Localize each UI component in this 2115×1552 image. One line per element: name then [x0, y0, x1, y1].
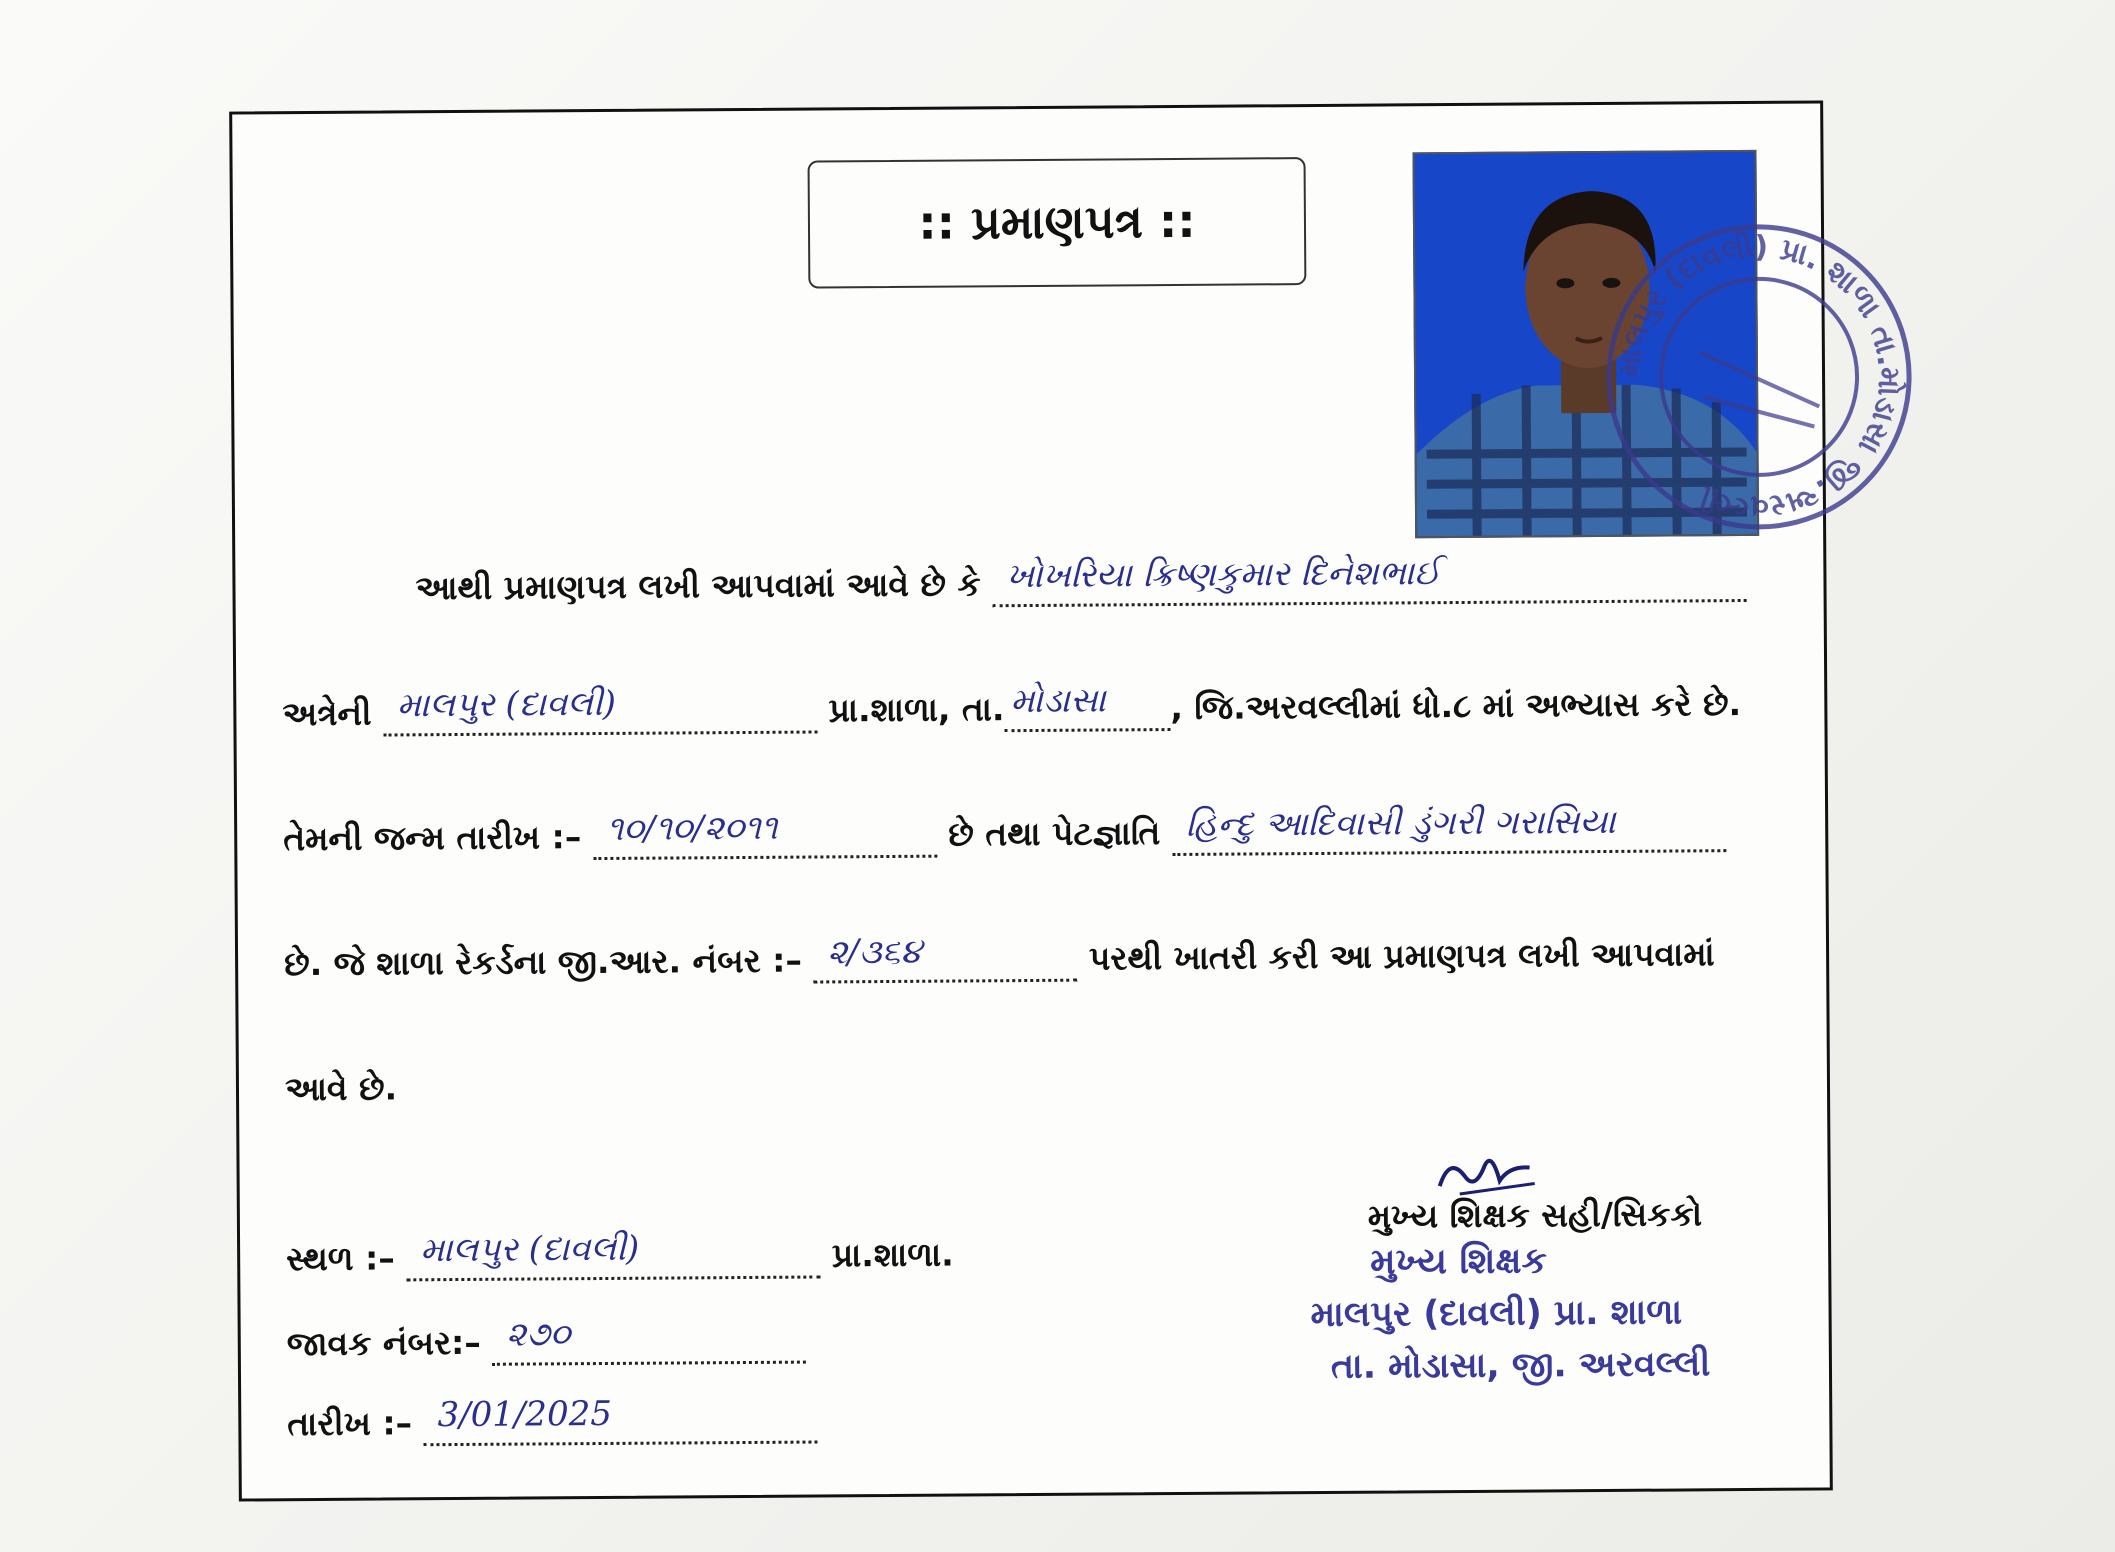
gr-number: ૨/૩૬૪ — [827, 931, 922, 973]
handwritten-signature — [1429, 1145, 1539, 1206]
round-school-stamp — [1593, 211, 1925, 543]
certificate-frame — [229, 100, 1907, 1501]
place-suffix: પ્રા.શાળા. — [831, 1234, 954, 1275]
seal-address: તા. મોડાસા, જી. અરવલ્લી — [1330, 1344, 1711, 1387]
date-value: 3/01/2025 — [437, 1393, 613, 1436]
stamp-text: માલપુર (દાવલી) પ્રા. શાળા તા.મોડાસા જી.અરવલ્લી — [1611, 229, 1907, 524]
place-line — [286, 1228, 954, 1283]
place-field — [406, 1228, 820, 1281]
caste-field — [1172, 801, 1726, 856]
line4-prefix: છે. જે શાળા રેકર્ડના જી.આર. નંબર :– — [283, 940, 803, 984]
school-name-field — [383, 683, 817, 736]
outward-number-line — [286, 1314, 807, 1368]
statement-line-3 — [283, 801, 1726, 862]
line3-prefix: તેમની જન્મ તારીખ :– — [283, 817, 582, 859]
certificate-title: :: પ્રમાણપત્ર :: — [808, 157, 1307, 288]
line1-prefix: આથી પ્રમાણપત્ર લખી આપવામાં આવે છે કે — [415, 564, 981, 608]
stamp-graphic — [1593, 211, 1925, 543]
caste: હિન્દુ આદિવાસી ડુંગરી ગરાસિયા — [1185, 801, 1616, 845]
date-line — [287, 1393, 818, 1448]
seal-school-name: માલપુર (દાવલી) પ્રા. શાળા — [1310, 1292, 1683, 1336]
date-field — [423, 1393, 817, 1447]
line5: આવે છે. — [284, 1068, 398, 1109]
taluka-field — [1004, 680, 1170, 732]
line2-mid: પ્રા.શાળા, તા. — [828, 689, 1005, 730]
outward-number-value: ૨૭૦ — [506, 1314, 571, 1355]
taluka: મોડાસા — [1010, 680, 1106, 722]
birth-date: ૧૦/૧૦/૨૦૧૧ — [606, 807, 778, 849]
outward-number-label: જાવક નંબર:– — [286, 1322, 481, 1364]
line2-prefix: અત્રેની — [282, 693, 372, 734]
statement-line-2 — [282, 680, 1742, 737]
signature-label: મુખ્ય શિક્ષક સહી/સિકકો — [1367, 1194, 1703, 1236]
line4-suffix: પરથી ખાતરી કરી આ પ્રમાણપત્ર લખી આપવામાં — [1088, 934, 1715, 978]
school-name: માલપુર (દાવલી) — [396, 683, 617, 726]
birth-date-field — [593, 807, 937, 860]
date-label: તારીખ :– — [287, 1403, 413, 1444]
headmaster-signature-block — [1300, 1194, 1771, 1393]
line3-mid: છે તથા પેટજ્ઞાતિ — [948, 813, 1161, 854]
statement-line-4 — [283, 931, 1715, 987]
line2-suffix: , જિ.અરવલ્લીમાં ધો.૮ માં અભ્યાસ કરે છે. — [1170, 684, 1742, 728]
statement-line-5 — [285, 1068, 397, 1109]
seal-designation: મુખ્ય શિક્ષક — [1370, 1240, 1548, 1283]
place-label: સ્થળ :– — [286, 1238, 395, 1279]
outward-number-field — [492, 1314, 806, 1366]
student-name: ખોખરિયા ક્રિષ્ણકુમાર દિનેશભાઈ — [1006, 553, 1441, 597]
statement-line-1 — [415, 553, 1746, 611]
place-value: માલપુર (દાવલી) — [420, 1228, 640, 1271]
student-name-field — [992, 553, 1746, 607]
gr-number-field — [813, 931, 1077, 984]
